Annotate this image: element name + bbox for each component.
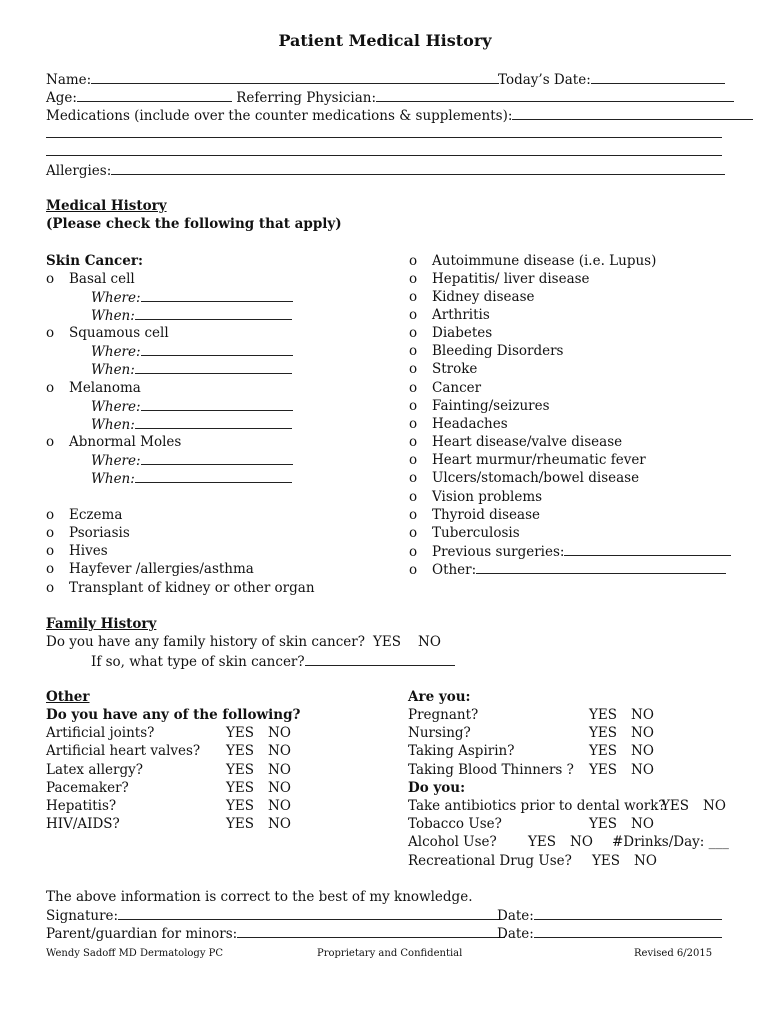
medications-field-3[interactable] (46, 142, 722, 156)
no-option[interactable]: NO (268, 762, 291, 778)
drinks-per-day-label[interactable]: #Drinks/Day: ___ (612, 834, 729, 850)
family-history-followup-label: If so, what type of skin cancer? (91, 654, 305, 670)
when-label: When: (91, 362, 135, 378)
date-label: Date: (497, 926, 534, 942)
checkbox-item[interactable] (409, 342, 563, 360)
checkbox-bullet[interactable]: o (46, 580, 55, 596)
skin-cancer-label: Skin Cancer: (46, 253, 143, 269)
parent-date-row (497, 924, 722, 943)
checkbox-bullet[interactable]: o (409, 489, 418, 505)
name-field[interactable] (91, 70, 499, 84)
when-field[interactable] (135, 469, 292, 483)
item-label: Cancer (432, 380, 482, 396)
item-label: Hives (69, 543, 108, 559)
family-history-no[interactable]: NO (418, 634, 441, 650)
family-history-question: Do you have any family history of skin cancer? (46, 634, 365, 650)
other-item-label: Artificial joints? (46, 725, 155, 741)
yes-option[interactable]: YES (226, 743, 255, 759)
checkbox-item[interactable] (409, 397, 550, 415)
item-label: Headaches (432, 416, 508, 432)
yes-option[interactable]: YES (589, 743, 618, 759)
where-field[interactable] (141, 451, 293, 465)
where-label: Where: (91, 290, 141, 306)
checkbox-bullet[interactable]: o (409, 271, 418, 287)
checkbox-bullet[interactable]: o (46, 561, 55, 577)
where-field[interactable] (141, 288, 293, 302)
no-option[interactable]: NO (631, 743, 654, 759)
age-label: Age: (46, 90, 77, 106)
other-heading: Other (46, 689, 90, 705)
no-option[interactable]: NO (570, 834, 593, 850)
checkbox-item[interactable] (409, 252, 656, 270)
attestation-statement: The above information is correct to the best of my knowledge. (46, 889, 473, 905)
checkbox-bullet[interactable]: o (409, 470, 418, 486)
no-option[interactable]: NO (631, 725, 654, 741)
when-field[interactable] (135, 306, 292, 320)
parent-date-field[interactable] (534, 924, 722, 938)
checkbox-item[interactable] (409, 542, 731, 561)
when-label: When: (91, 471, 135, 487)
no-option[interactable]: NO (631, 707, 654, 723)
checkbox-item[interactable] (46, 270, 135, 288)
signature-row (46, 906, 502, 925)
checkbox-item[interactable] (409, 488, 542, 506)
yes-option[interactable]: YES (226, 816, 255, 832)
yes-option[interactable]: YES (226, 798, 255, 814)
todays-date-field[interactable] (591, 70, 725, 84)
are-you-heading: Are you: (408, 689, 471, 705)
checkbox-item[interactable] (409, 506, 540, 524)
checkbox-item[interactable] (46, 506, 122, 524)
medical-history-subheading: (Please check the following that apply) (46, 216, 342, 232)
checkbox-bullet[interactable]: o (409, 325, 418, 341)
name-row (46, 70, 499, 89)
page-title: Patient Medical History (278, 31, 492, 50)
todays-date-label: Today’s Date: (498, 72, 591, 88)
medications-field-2[interactable] (46, 124, 722, 138)
signature-date-field[interactable] (534, 906, 722, 920)
checkbox-bullet[interactable]: o (409, 416, 418, 432)
checkbox-bullet[interactable]: o (409, 398, 418, 414)
checkbox-item[interactable] (409, 306, 490, 324)
yes-option[interactable]: YES (592, 853, 621, 869)
when-row (91, 469, 292, 488)
yes-option[interactable]: YES (661, 798, 690, 814)
age-row (46, 88, 734, 107)
other-item-label: Hepatitis? (46, 798, 117, 814)
allergies-field[interactable] (111, 161, 725, 175)
checkbox-item[interactable] (46, 542, 108, 560)
other-item-label: Pacemaker? (46, 780, 129, 796)
item-label: Stroke (432, 361, 478, 377)
checkbox-item[interactable] (46, 524, 130, 542)
checkbox-bullet[interactable]: o (46, 325, 55, 341)
item-label: Transplant of kidney or other organ (69, 580, 315, 596)
where-label: Where: (91, 453, 141, 469)
name-label: Name: (46, 72, 92, 88)
checkbox-bullet[interactable]: o (46, 507, 55, 523)
where-row (91, 451, 293, 470)
when-field[interactable] (135, 360, 292, 374)
checkbox-item[interactable] (409, 560, 726, 579)
other-condition-field[interactable] (476, 560, 726, 574)
checkbox-bullet[interactable]: o (409, 380, 418, 396)
item-label: Squamous cell (69, 325, 169, 341)
checkbox-bullet[interactable]: o (409, 562, 418, 578)
when-label: When: (91, 417, 135, 433)
yes-option[interactable]: YES (589, 762, 618, 778)
date-label: Date: (497, 908, 534, 924)
no-option[interactable]: NO (268, 743, 291, 759)
allergies-row (46, 161, 725, 180)
checkbox-bullet[interactable]: o (409, 289, 418, 305)
checkbox-bullet[interactable]: o (46, 380, 55, 396)
checkbox-bullet[interactable]: o (409, 544, 418, 560)
checkbox-item[interactable] (46, 324, 169, 342)
checkbox-item[interactable] (46, 379, 141, 397)
when-row (91, 415, 292, 434)
other-subheading: Do you have any of the following? (46, 707, 301, 723)
item-label: Tuberculosis (432, 525, 520, 541)
signature-label: Signature: (46, 908, 119, 924)
yes-option[interactable]: YES (589, 707, 618, 723)
item-label: Fainting/seizures (432, 398, 550, 414)
item-label: Hayfever /allergies/asthma (69, 561, 254, 577)
parent-signature-field[interactable] (237, 924, 505, 938)
item-label: Kidney disease (432, 289, 535, 305)
checkbox-bullet[interactable]: o (409, 507, 418, 523)
antibiotics-label: Take antibiotics prior to dental work? (408, 798, 666, 814)
drug-use-label: Recreational Drug Use? (408, 853, 572, 869)
no-option[interactable]: NO (634, 853, 657, 869)
are-you-item-label: Taking Aspirin? (408, 743, 515, 759)
referring-physician-field[interactable] (376, 88, 734, 102)
checkbox-item[interactable] (46, 579, 315, 597)
age-field[interactable] (77, 88, 232, 102)
no-option[interactable]: NO (268, 798, 291, 814)
item-label: Diabetes (432, 325, 493, 341)
checkbox-bullet[interactable]: o (409, 452, 418, 468)
referring-label: Referring Physician: (236, 90, 377, 106)
item-label: Bleeding Disorders (432, 343, 564, 359)
parent-label: Parent/guardian for minors: (46, 926, 238, 942)
item-label: Eczema (69, 507, 123, 523)
checkbox-bullet[interactable]: o (46, 543, 55, 559)
where-label: Where: (91, 344, 141, 360)
item-label: Heart disease/valve disease (432, 434, 623, 450)
family-history-yes[interactable]: YES (373, 634, 402, 650)
checkbox-item[interactable] (409, 524, 520, 542)
other-item-label: Artificial heart valves? (46, 743, 201, 759)
tobacco-label: Tobacco Use? (408, 816, 502, 832)
checkbox-item[interactable] (409, 360, 477, 378)
medications-label: Medications (include over the counter medications & supplements): (46, 108, 513, 124)
item-label: Abnormal Moles (69, 434, 182, 450)
checkbox-item[interactable] (409, 288, 535, 306)
item-label: Arthritis (432, 307, 490, 323)
checkbox-item[interactable] (409, 415, 508, 433)
do-you-heading: Do you: (408, 780, 466, 796)
signature-field[interactable] (118, 906, 502, 920)
checkbox-bullet[interactable]: o (409, 307, 418, 323)
checkbox-item[interactable] (409, 270, 590, 288)
when-field[interactable] (135, 415, 292, 429)
skin-cancer-type-field[interactable] (305, 652, 455, 666)
when-row (91, 306, 292, 325)
item-label: Psoriasis (69, 525, 130, 541)
alcohol-label: Alcohol Use? (408, 834, 497, 850)
footer-confidential: Proprietary and Confidential (317, 948, 463, 959)
checkbox-item[interactable] (409, 433, 622, 451)
item-label: Heart murmur/rheumatic fever (432, 452, 646, 468)
checkbox-item[interactable] (46, 560, 254, 578)
no-option[interactable]: NO (268, 816, 291, 832)
item-label: Thyroid disease (432, 507, 540, 523)
footer-practice: Wendy Sadoff MD Dermatology PC (46, 948, 224, 959)
medical-history-heading: Medical History (46, 198, 167, 214)
checkbox-bullet[interactable]: o (409, 434, 418, 450)
checkbox-bullet[interactable]: o (46, 525, 55, 541)
are-you-item-label: Taking Blood Thinners ? (408, 762, 574, 778)
medications-line-2 (46, 124, 722, 143)
are-you-item-label: Nursing? (408, 725, 471, 741)
parent-row (46, 924, 505, 943)
yes-option[interactable]: YES (226, 762, 255, 778)
item-label: Melanoma (69, 380, 141, 396)
are-you-item-label: Pregnant? (408, 707, 479, 723)
no-option[interactable]: NO (631, 816, 654, 832)
other-item-label: HIV/AIDS? (46, 816, 120, 832)
no-option[interactable]: NO (703, 798, 726, 814)
yes-option[interactable]: YES (226, 725, 255, 741)
where-field[interactable] (141, 397, 293, 411)
checkbox-item[interactable] (409, 379, 481, 397)
no-option[interactable]: NO (268, 725, 291, 741)
item-label: Basal cell (69, 271, 135, 287)
item-label: Previous surgeries: (432, 544, 565, 560)
checkbox-bullet[interactable]: o (46, 271, 55, 287)
checkbox-item[interactable] (46, 433, 181, 451)
item-label: Other: (432, 562, 477, 578)
family-history-heading: Family History (46, 616, 157, 632)
yes-option[interactable]: YES (589, 725, 618, 741)
yes-option[interactable]: YES (589, 816, 618, 832)
item-label: Autoimmune disease (i.e. Lupus) (432, 253, 657, 269)
item-label: Ulcers/stomach/bowel disease (432, 470, 640, 486)
yes-option[interactable]: YES (226, 780, 255, 796)
allergies-label: Allergies: (46, 163, 112, 179)
footer-revision: Revised 6/2015 (634, 948, 713, 959)
todays-date-row (498, 70, 725, 89)
checkbox-bullet[interactable]: o (409, 361, 418, 377)
signature-date-row (497, 906, 722, 925)
item-label: Hepatitis/ liver disease (432, 271, 590, 287)
no-option[interactable]: NO (268, 780, 291, 796)
checkbox-item[interactable] (409, 451, 646, 469)
other-item-label: Latex allergy? (46, 762, 143, 778)
medications-row (46, 106, 753, 125)
yes-option[interactable]: YES (528, 834, 557, 850)
where-row (91, 342, 293, 361)
where-row (91, 288, 293, 307)
where-label: Where: (91, 399, 141, 415)
item-label: Vision problems (432, 489, 543, 505)
family-history-followup-row (91, 652, 455, 671)
medications-field[interactable] (512, 106, 753, 120)
checkbox-bullet[interactable]: o (409, 525, 418, 541)
previous-surgeries-field[interactable] (564, 542, 731, 556)
checkbox-bullet[interactable]: o (409, 253, 418, 269)
where-field[interactable] (141, 342, 293, 356)
when-row (91, 360, 292, 379)
checkbox-item[interactable] (409, 469, 639, 487)
where-row (91, 397, 293, 416)
checkbox-bullet[interactable]: o (409, 343, 418, 359)
when-label: When: (91, 308, 135, 324)
checkbox-item[interactable] (409, 324, 492, 342)
no-option[interactable]: NO (631, 762, 654, 778)
medications-line-3 (46, 142, 722, 161)
checkbox-bullet[interactable]: o (46, 434, 55, 450)
